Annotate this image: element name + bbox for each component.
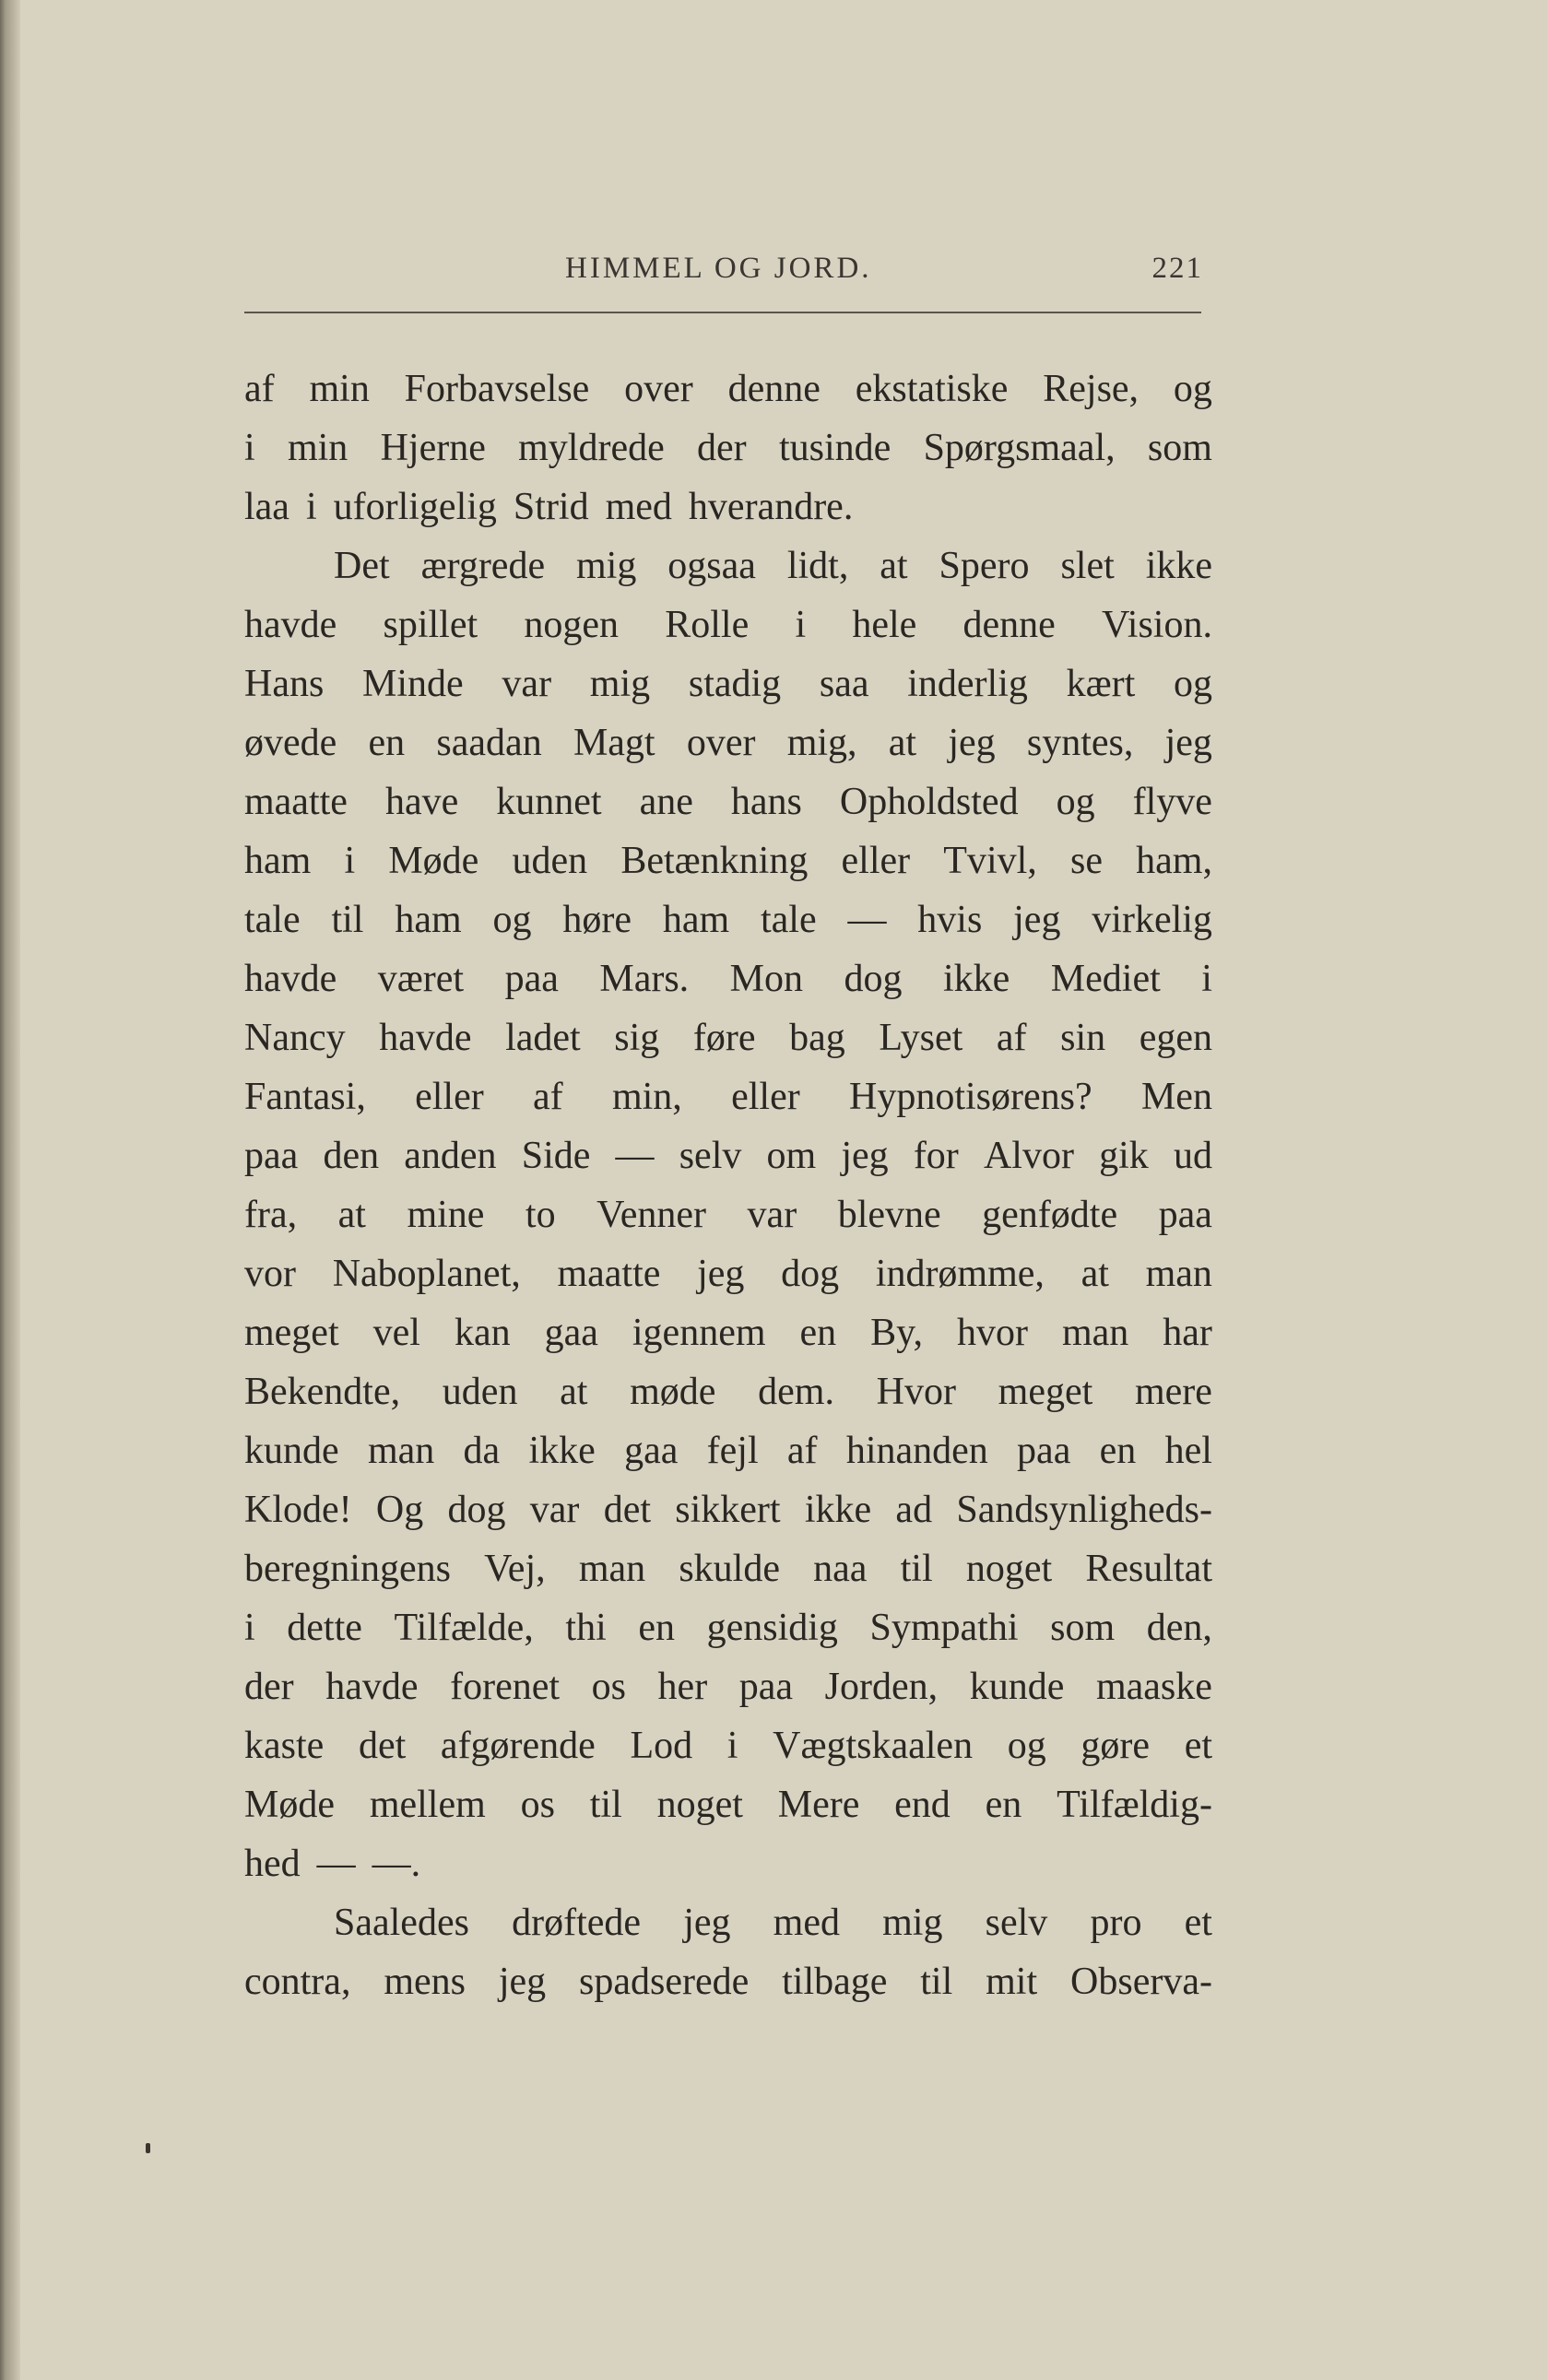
word: os: [520, 1784, 555, 1826]
word: ikke: [804, 1489, 872, 1531]
word: saadan: [436, 722, 542, 764]
word: spillet: [383, 604, 478, 646]
text-line: [244, 1952, 1212, 2011]
word: om: [766, 1135, 817, 1177]
text-line: [244, 1421, 1212, 1480]
word: mens: [384, 1961, 466, 2003]
word: og: [492, 899, 532, 941]
word: jeg: [1164, 722, 1212, 764]
word: i: [726, 1725, 738, 1767]
header-rule: [244, 312, 1201, 313]
word: havde: [325, 1666, 419, 1708]
word: jeg: [1013, 899, 1061, 941]
word: med: [605, 486, 672, 528]
word: var: [529, 1489, 580, 1531]
running-title: HIMMEL OG JORD.: [565, 252, 872, 285]
word: Møde: [244, 1784, 335, 1826]
word: Naboplanet,: [332, 1253, 521, 1295]
word: min: [309, 368, 370, 410]
text-line: [244, 595, 1212, 654]
word: der: [697, 427, 747, 469]
word: —.: [372, 1843, 421, 1885]
word: at: [337, 1194, 366, 1236]
word: paa: [738, 1666, 794, 1708]
word: selv: [679, 1135, 742, 1177]
word: Nancy: [244, 1017, 346, 1059]
word: gik: [1099, 1135, 1149, 1177]
word: en: [638, 1607, 675, 1649]
word: Hjerne: [380, 427, 486, 469]
text-line: [244, 1303, 1212, 1362]
word: sikkert: [675, 1489, 781, 1531]
word: ham: [395, 899, 462, 941]
word: i: [244, 1607, 255, 1649]
word: Vision.: [1101, 604, 1212, 646]
word: af: [786, 1430, 818, 1472]
word: høre: [562, 899, 632, 941]
word: Rolle: [665, 604, 750, 646]
word: Tvivl,: [943, 840, 1037, 882]
word: paa: [1017, 1430, 1071, 1472]
word: sin: [1060, 1017, 1106, 1059]
word: der: [244, 1666, 294, 1708]
word: have: [384, 781, 459, 823]
word: slet: [1060, 545, 1115, 587]
word: vor: [244, 1253, 296, 1295]
word: ikke: [943, 958, 1010, 1000]
word: at: [880, 545, 908, 587]
word: Saaledes: [334, 1902, 469, 1944]
text-line: [244, 1893, 1212, 1952]
text-line: [244, 1539, 1212, 1598]
word: ham,: [1136, 840, 1212, 882]
word: hvis: [917, 899, 983, 941]
word: tilbage: [782, 1961, 888, 2003]
word: var: [502, 663, 552, 705]
word: ekstatiske: [855, 368, 1009, 410]
word: til: [900, 1548, 933, 1590]
word: i: [1201, 958, 1212, 1000]
word: hed: [244, 1843, 301, 1885]
word: paa: [504, 958, 559, 1000]
word: Hans: [244, 663, 325, 705]
word: —: [316, 1843, 356, 1885]
word: —: [847, 899, 887, 941]
word: ham: [662, 899, 730, 941]
word: noget: [965, 1548, 1053, 1590]
word: hinanden: [845, 1430, 988, 1472]
word: havde: [244, 604, 337, 646]
word: drøftede: [512, 1902, 642, 1944]
word: et: [1184, 1902, 1212, 1944]
word: Mere: [777, 1784, 860, 1826]
word: ikke: [1145, 545, 1212, 587]
text-line: [244, 831, 1212, 890]
word: til: [589, 1784, 622, 1826]
word: Møde: [388, 840, 479, 882]
word: beregningens: [244, 1548, 451, 1590]
word: Og: [375, 1489, 424, 1531]
word: paa: [1158, 1194, 1212, 1236]
word: og: [1056, 781, 1095, 823]
word: egen: [1139, 1017, 1212, 1059]
word: af: [533, 1076, 563, 1118]
text-line: [244, 477, 1212, 536]
word: mit: [986, 1961, 1038, 2003]
word: dog: [844, 958, 903, 1000]
word: min,: [611, 1076, 682, 1118]
word: stadig: [688, 663, 782, 705]
word: da: [463, 1430, 501, 1472]
word: tale: [760, 899, 817, 941]
text-line: [244, 1598, 1212, 1657]
word: meget: [244, 1312, 339, 1354]
word: Sympathi: [869, 1607, 1019, 1649]
word: meget: [998, 1371, 1093, 1413]
word: til: [920, 1961, 953, 2003]
word: Jorden,: [824, 1666, 939, 1708]
word: Magt: [573, 722, 655, 764]
word: noget: [656, 1784, 743, 1826]
text-line: [244, 1008, 1212, 1067]
word: selv: [985, 1902, 1048, 1944]
word: Klode!: [244, 1489, 352, 1531]
word: tale: [244, 899, 301, 941]
word: her: [657, 1666, 708, 1708]
word: det: [358, 1725, 407, 1767]
text-line: [244, 359, 1212, 418]
word: Observa-: [1070, 1961, 1212, 2003]
word: mig: [589, 663, 651, 705]
word: maaske: [1095, 1666, 1212, 1708]
word: over: [624, 368, 693, 410]
word: en: [1099, 1430, 1137, 1472]
word: hele: [852, 604, 917, 646]
word: Opholdsted: [839, 781, 1019, 823]
word: at: [1081, 1253, 1109, 1295]
word: spadserede: [579, 1961, 750, 2003]
text-line: [244, 949, 1212, 1008]
word: Minde: [362, 663, 464, 705]
word: Lyset: [879, 1017, 963, 1059]
word: Spero: [939, 545, 1030, 587]
text-line: [244, 1775, 1212, 1834]
word: flyve: [1132, 781, 1212, 823]
word: jeg: [841, 1135, 889, 1177]
word: anden: [404, 1135, 497, 1177]
word: Venner: [596, 1194, 707, 1236]
word: ad: [895, 1489, 933, 1531]
word: nogen: [524, 604, 620, 646]
word: gaa: [544, 1312, 598, 1354]
word: øvede: [244, 722, 337, 764]
word: afgørende: [440, 1725, 596, 1767]
word: man: [1145, 1253, 1212, 1295]
word: Tilfældig-: [1057, 1784, 1212, 1826]
word: eller: [731, 1076, 800, 1118]
word: ærgrede: [420, 545, 546, 587]
word: har: [1163, 1312, 1212, 1354]
word: jeg: [697, 1253, 745, 1295]
word: med: [773, 1902, 840, 1944]
word: kunnet: [496, 781, 602, 823]
word: min: [287, 427, 348, 469]
word: kunde: [969, 1666, 1065, 1708]
word: syntes,: [1026, 722, 1134, 764]
text-line: [244, 1362, 1212, 1421]
text-line: [244, 1716, 1212, 1775]
text-line: [244, 1126, 1212, 1185]
word: Lod: [630, 1725, 693, 1767]
word: naa: [813, 1548, 868, 1590]
word: fejl: [706, 1430, 759, 1472]
word: hans: [730, 781, 802, 823]
word: mig,: [786, 722, 857, 764]
word: ladet: [505, 1017, 581, 1059]
word: havde: [379, 1017, 472, 1059]
word: Side: [521, 1135, 591, 1177]
running-header: [244, 252, 1203, 292]
word: af: [244, 368, 275, 410]
word: inderlig: [907, 663, 1028, 705]
word: Forbavselse: [404, 368, 590, 410]
text-line: [244, 1480, 1212, 1539]
word: se: [1069, 840, 1103, 882]
word: som: [1147, 427, 1212, 469]
word: man: [578, 1548, 646, 1590]
word: uden: [442, 1371, 518, 1413]
word: hel: [1164, 1430, 1212, 1472]
word: dog: [781, 1253, 840, 1295]
paper-speck: [146, 2143, 150, 2153]
word: i: [305, 486, 317, 528]
word: saa: [819, 663, 869, 705]
word: gøre: [1081, 1725, 1151, 1767]
word: Hypnotisørens?: [849, 1076, 1092, 1118]
word: som: [1050, 1607, 1116, 1649]
word: ogsaa: [667, 545, 756, 587]
word: og: [1007, 1725, 1046, 1767]
word: i: [344, 840, 356, 882]
word: jeg: [498, 1961, 547, 2003]
word: den,: [1146, 1607, 1212, 1649]
word: og: [1173, 368, 1212, 410]
word: hverandre.: [688, 486, 854, 528]
word: ham: [244, 840, 312, 882]
word: genfødte: [982, 1194, 1118, 1236]
word: af: [996, 1017, 1027, 1059]
body-text: [244, 359, 1212, 2011]
word: bag: [789, 1017, 845, 1059]
word: været: [377, 958, 465, 1000]
word: Det: [334, 545, 390, 587]
word: dem.: [758, 1371, 834, 1413]
word: lidt,: [786, 545, 849, 587]
word: sig: [614, 1017, 660, 1059]
word: Fantasi,: [244, 1076, 366, 1118]
word: indrømme,: [875, 1253, 1045, 1295]
word: By,: [870, 1312, 923, 1354]
text-line: [244, 1185, 1212, 1244]
word: gaa: [624, 1430, 679, 1472]
word: et: [1184, 1725, 1212, 1767]
word: fra,: [244, 1194, 298, 1236]
word: uforligelig: [333, 486, 497, 528]
word: virkelig: [1092, 899, 1212, 941]
word: Vej,: [484, 1548, 546, 1590]
text-line: [244, 1244, 1212, 1303]
word: Rejse,: [1043, 368, 1140, 410]
word: Betænkning: [620, 840, 809, 882]
word: kaste: [244, 1725, 325, 1767]
word: mig: [576, 545, 637, 587]
word: os: [591, 1666, 626, 1708]
word: og: [1174, 663, 1212, 705]
word: til: [331, 899, 364, 941]
word: laa: [244, 486, 289, 528]
word: —: [615, 1135, 655, 1177]
word: igennem: [632, 1312, 766, 1354]
text-line: [244, 654, 1212, 713]
word: at: [888, 722, 917, 764]
word: contra,: [244, 1961, 351, 2003]
word: paa: [244, 1135, 299, 1177]
word: ikke: [528, 1430, 596, 1472]
word: Spørgsmaal,: [923, 427, 1116, 469]
word: Men: [1140, 1076, 1212, 1118]
word: denne: [962, 604, 1056, 646]
word: ane: [639, 781, 693, 823]
word: i: [244, 427, 255, 469]
word: mine: [407, 1194, 485, 1236]
text-line: [244, 772, 1212, 831]
word: en: [799, 1312, 837, 1354]
word: Mars.: [599, 958, 690, 1000]
word: den: [323, 1135, 380, 1177]
word: en: [985, 1784, 1022, 1826]
word: Alvor: [983, 1135, 1074, 1177]
text-line: [244, 1657, 1212, 1716]
word: mig: [882, 1902, 943, 1944]
word: mere: [1134, 1371, 1212, 1413]
word: i: [795, 604, 807, 646]
word: var: [747, 1194, 797, 1236]
text-line: [244, 1834, 1212, 1893]
word: havde: [244, 958, 337, 1000]
word: Mon: [729, 958, 804, 1000]
word: at: [560, 1371, 588, 1413]
word: Strid: [513, 486, 589, 528]
word: Sandsynligheds-: [956, 1489, 1212, 1531]
word: man: [1061, 1312, 1129, 1354]
word: tusinde: [778, 427, 892, 469]
text-line: [244, 1067, 1212, 1126]
word: kært: [1066, 663, 1136, 705]
word: kunde: [244, 1430, 339, 1472]
word: Hvor: [876, 1371, 956, 1413]
word: hvor: [956, 1312, 1028, 1354]
word: over: [686, 722, 756, 764]
word: møde: [630, 1371, 716, 1413]
word: jeg: [683, 1902, 731, 1944]
word: blevne: [837, 1194, 941, 1236]
word: Mediet: [1050, 958, 1161, 1000]
word: for: [913, 1135, 959, 1177]
word: jeg: [948, 722, 996, 764]
word: pro: [1090, 1902, 1142, 1944]
word: mellem: [369, 1784, 486, 1826]
word: eller: [415, 1076, 484, 1118]
page-binding-edge: [0, 0, 20, 2380]
word: to: [525, 1194, 556, 1236]
word: Resultat: [1085, 1548, 1212, 1590]
word: en: [368, 722, 406, 764]
word: end: [894, 1784, 951, 1826]
word: thi: [565, 1607, 607, 1649]
word: Bekendte,: [244, 1371, 401, 1413]
word: Tilfælde,: [394, 1607, 534, 1649]
word: kan: [454, 1312, 511, 1354]
word: dog: [447, 1489, 506, 1531]
word: maatte: [557, 1253, 661, 1295]
word: myldrede: [518, 427, 665, 469]
word: Vægtskaalen: [773, 1725, 974, 1767]
word: dette: [287, 1607, 362, 1649]
word: uden: [512, 840, 588, 882]
word: skulde: [679, 1548, 780, 1590]
page-number: 221: [1151, 252, 1203, 285]
word: gensidig: [706, 1607, 838, 1649]
text-line: [244, 536, 1212, 595]
word: ud: [1173, 1135, 1212, 1177]
word: forenet: [450, 1666, 561, 1708]
word: vel: [372, 1312, 420, 1354]
text-line: [244, 713, 1212, 772]
word: denne: [727, 368, 821, 410]
text-line: [244, 418, 1212, 477]
word: maatte: [244, 781, 348, 823]
word: eller: [841, 840, 911, 882]
word: det: [603, 1489, 651, 1531]
text-line: [244, 890, 1212, 949]
word: føre: [692, 1017, 756, 1059]
word: man: [367, 1430, 435, 1472]
